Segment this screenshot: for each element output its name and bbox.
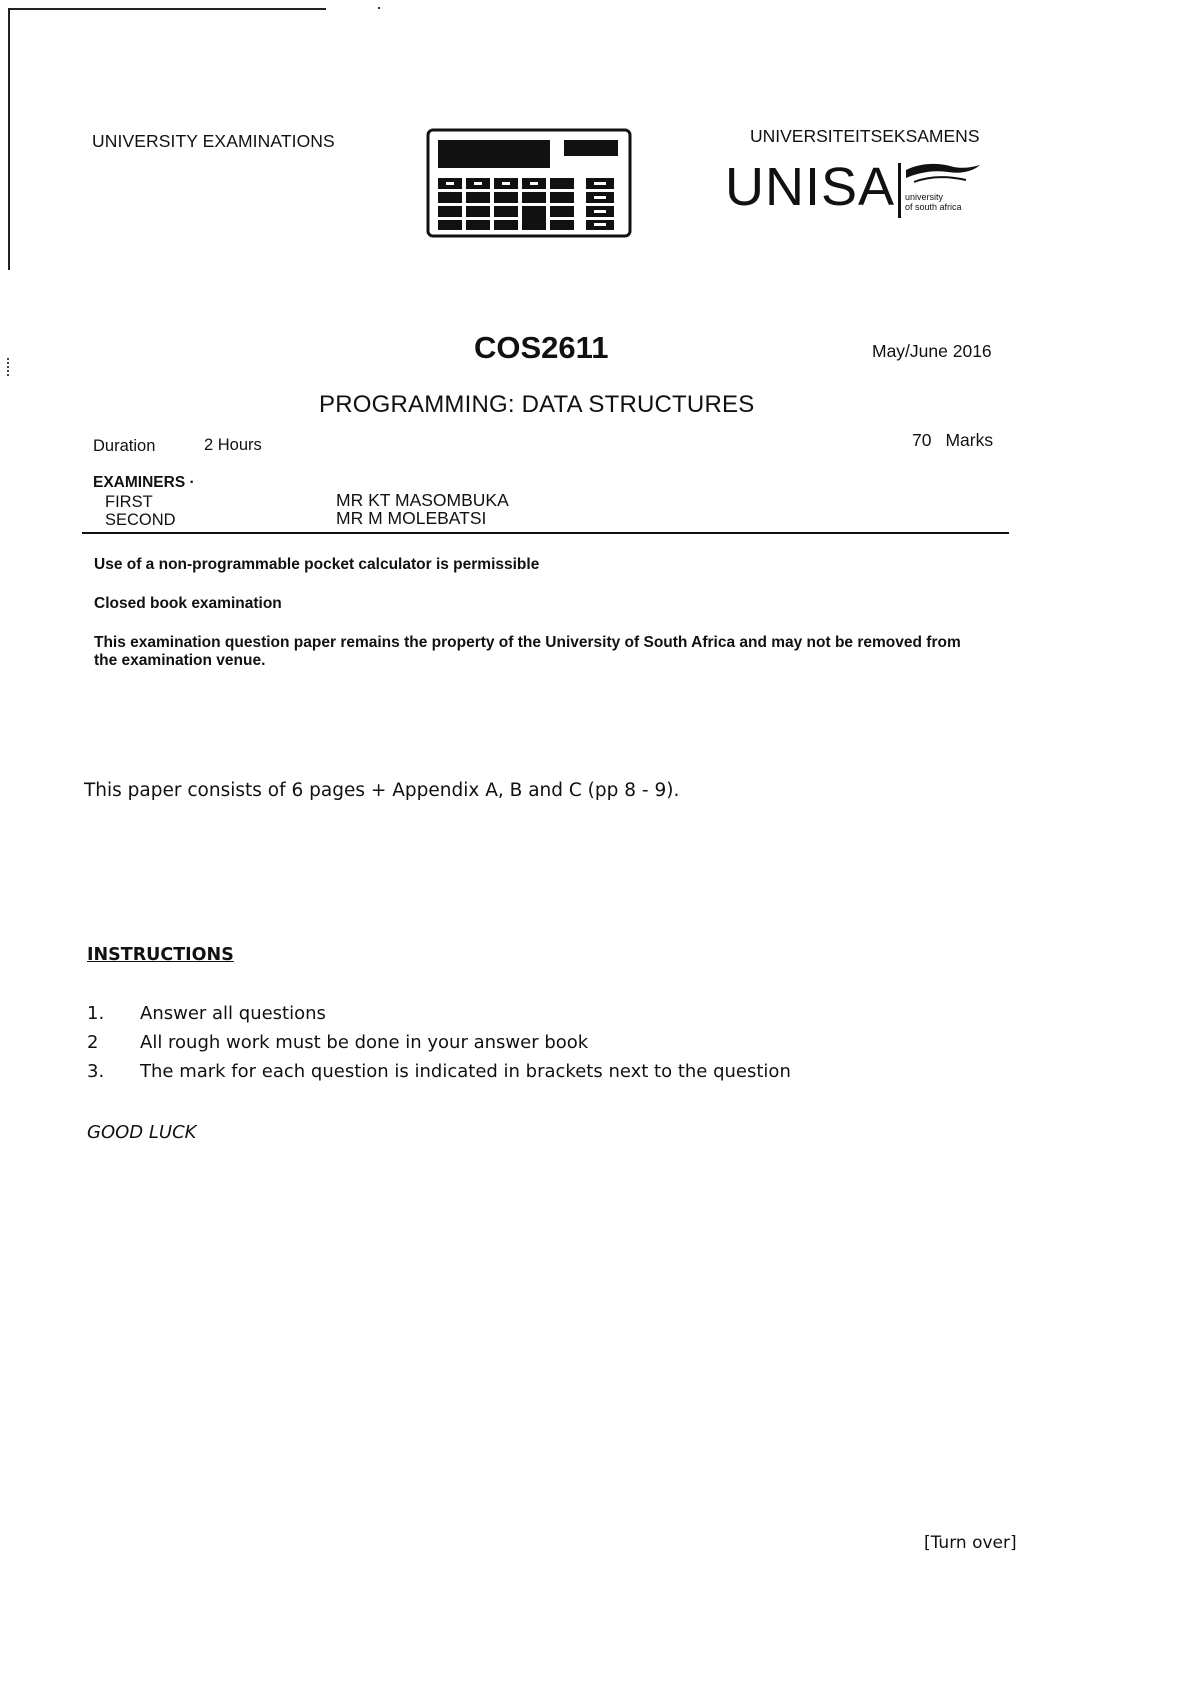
instructions-heading: INSTRUCTIONS [87,945,234,965]
edge-mark [7,358,11,376]
calculator-icon [426,128,632,238]
unisa-logo-subtitle [905,192,962,212]
instructions-list [87,1003,791,1090]
pages-note: This paper consists of 6 pages + Appendix A, B and C (pp 8 - 9). [84,780,680,801]
examiners-title: EXAMINERS · [93,474,195,491]
note-property: This examination question paper remains the property of the University of South Africa and may not be removed from the examination venue. [94,634,961,669]
list-item [87,1061,791,1090]
list-item-number: 2 [87,1032,99,1053]
examiner-name-second: MR M MOLEBATSI [336,508,487,528]
unisa-logo-word: UNISA [725,157,896,217]
duration-value: 2 Hours [204,436,262,454]
course-code: COS2611 [474,330,609,365]
marks-value: 70 [912,430,932,450]
closing-text: GOOD LUCK [87,1122,197,1143]
list-item-number: 1. [87,1003,105,1024]
header-right-title: UNIVERSITEITSEKSAMENS [750,126,980,146]
crop-mark-left [8,8,10,270]
list-item-text: The mark for each question is indicated in brackets next to the question [140,1061,791,1082]
list-item-text: All rough work must be done in your answer book [140,1032,589,1053]
marks-label: Marks [945,430,994,450]
scan-speck [378,7,380,9]
header-divider [82,532,1009,534]
course-subject: PROGRAMMING: DATA STRUCTURES [319,391,755,418]
note-closed-book: Closed book examination [94,595,282,612]
unisa-logo-divider [898,163,901,218]
examiner-name-first: MR KT MASOMBUKA [336,490,509,510]
unisa-sub-line-1: university [905,192,944,202]
unisa-sub-line-2: of south africa [905,202,962,212]
examiners-title-text: EXAMINERS [93,474,186,491]
exam-date: May/June 2016 [872,341,992,361]
list-item-text: Answer all questions [140,1003,326,1024]
duration-label: Duration [93,437,156,455]
header-left-title: UNIVERSITY EXAMINATIONS [92,131,335,151]
crop-mark-top [8,8,326,10]
examiner-role-second: SECOND [105,511,176,529]
unisa-bird-icon [904,160,984,188]
turn-over-footer: [Turn over] [924,1533,1017,1553]
note-calculator: Use of a non-programmable pocket calculator is permissible [94,556,540,573]
list-item-number: 3. [87,1061,105,1082]
list-item [87,1003,791,1032]
examiner-role-first: FIRST [105,493,153,511]
exam-notes [94,556,974,691]
total-marks [912,430,993,451]
list-item [87,1032,791,1061]
